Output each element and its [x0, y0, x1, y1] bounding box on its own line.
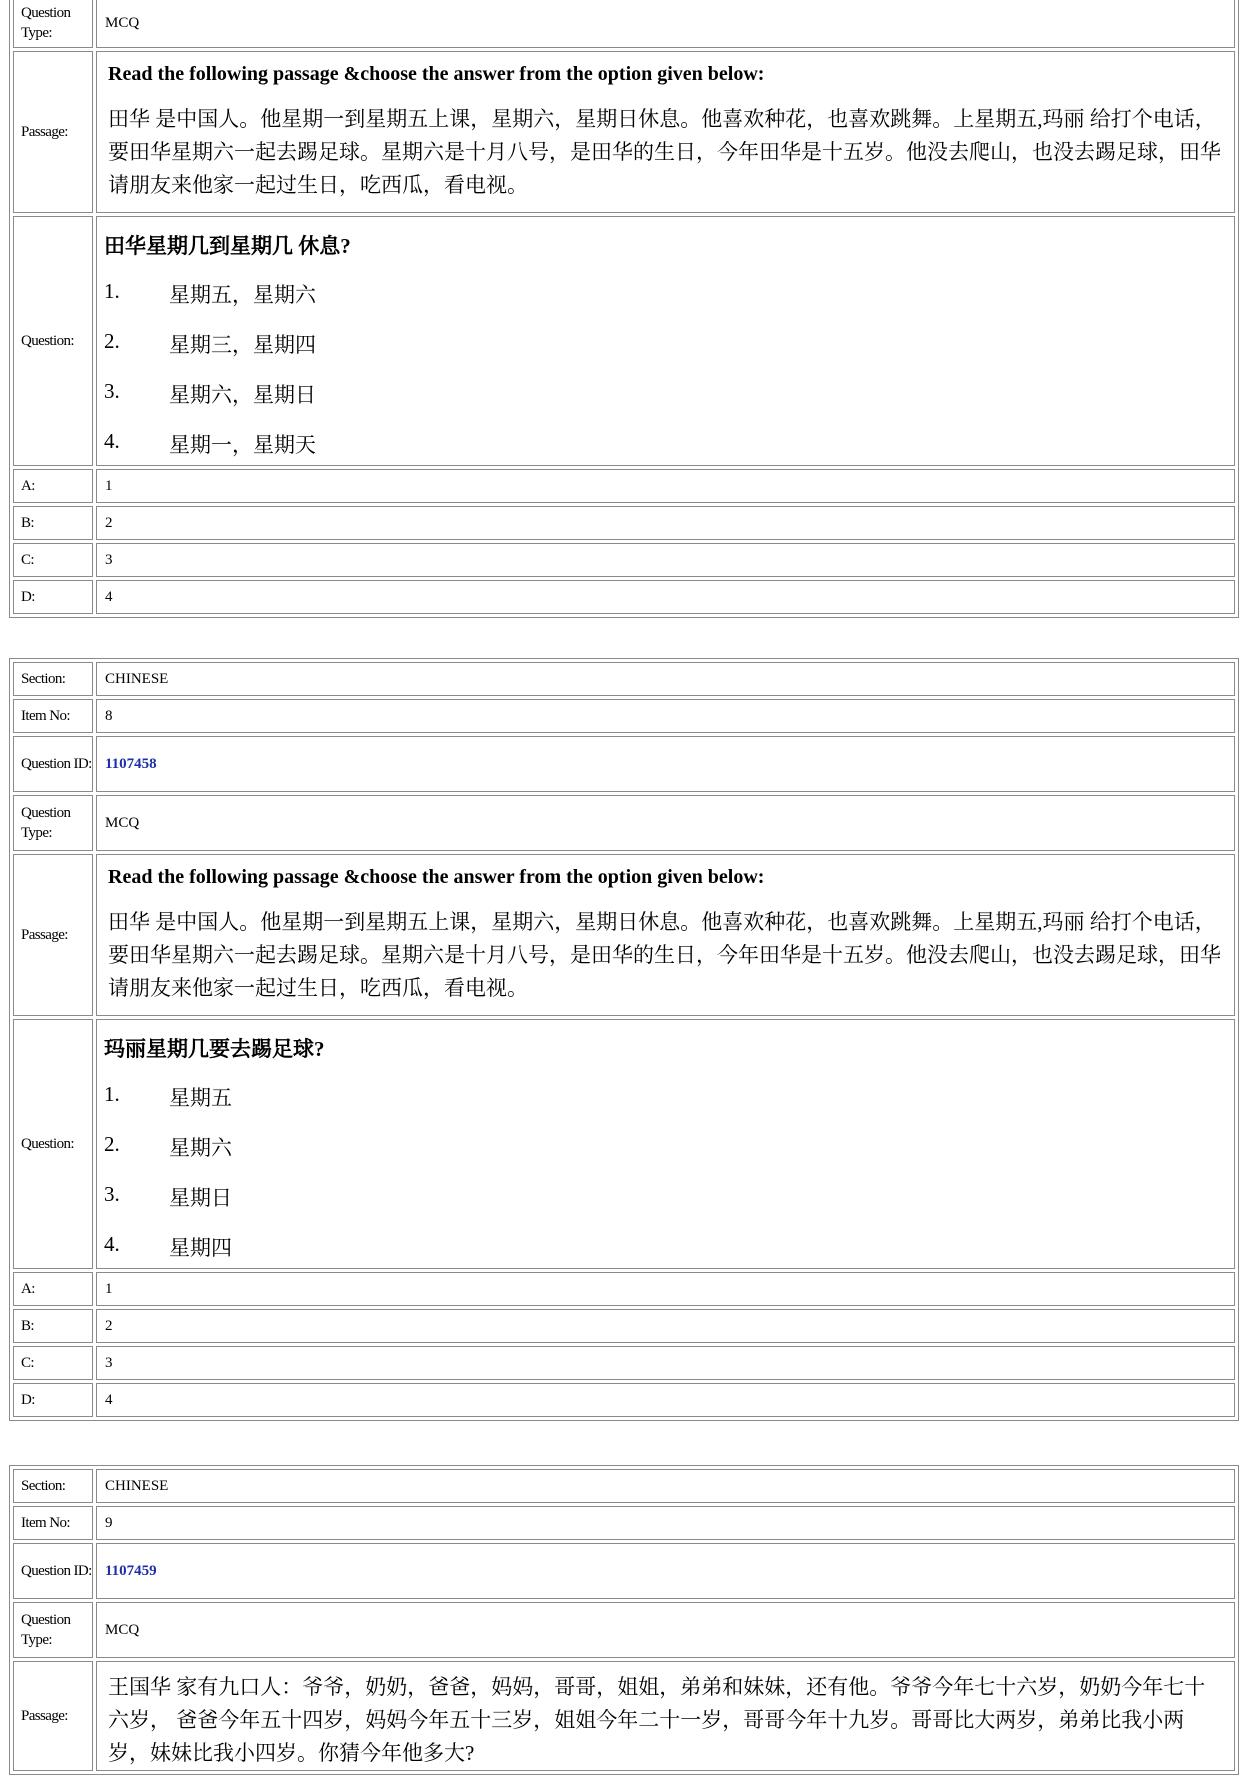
question-id-value: [96, 736, 1235, 792]
answer-b-value: 2: [96, 506, 1235, 540]
answer-c-label: C:: [13, 1346, 93, 1380]
question-cell: [96, 1019, 1235, 1269]
question-block-3: [9, 1465, 1239, 1775]
question-type-label: Question Type:: [13, 0, 93, 48]
answer-b-label: B:: [13, 1309, 93, 1343]
question-type-label: Question Type:: [13, 1602, 93, 1658]
item-no-value: 9: [96, 1506, 1235, 1540]
passage-text: 王国华 家有九口人：爷爷，奶奶，爸爸，妈妈，哥哥，姐姐，弟弟和妹妹，还有他。爷爷今年七十六岁，奶奶今年七十六岁， 爸爸今年五十四岁，妈妈今年五十三岁，姐姐今年二十一岁，哥哥今年十九岁。哥哥比大两岁，弟弟比我小两岁，妹妹比我小四岁。你猜今年他多大?: [108, 1675, 1206, 1765]
question-id-label: Question ID:: [13, 1543, 93, 1599]
answer-c-value: 3: [96, 543, 1235, 577]
answer-b-label: B:: [13, 506, 93, 540]
passage-label: Passage:: [13, 51, 93, 213]
passage-label: Passage:: [13, 1661, 93, 1771]
option-3: 3. 星期日: [104, 1181, 232, 1210]
question-text: 田华星期几到星期几 休息?: [104, 233, 351, 258]
section-value: CHINESE: [96, 662, 1235, 696]
passage-cell: [96, 51, 1235, 213]
question-block-1: [9, 0, 1239, 618]
answer-d-label: D:: [13, 580, 93, 614]
item-no-label: Item No:: [13, 699, 93, 733]
question-label: Question:: [13, 216, 93, 466]
option-2: 2. 星期六: [104, 1131, 232, 1160]
answer-b-value: 2: [96, 1309, 1235, 1343]
answer-a-value: 1: [96, 469, 1235, 503]
passage-cell: [96, 854, 1235, 1016]
option-1: 1. 星期五，星期六: [104, 278, 316, 307]
question-text: 玛丽星期几要去踢足球?: [104, 1036, 325, 1061]
question-id-link[interactable]: 1107458: [105, 755, 157, 772]
question-cell: [96, 216, 1235, 466]
question-block-2: [9, 658, 1239, 1421]
passage-heading: Read the following passage &choose the answer from the option given below:: [108, 865, 765, 888]
question-type-value: MCQ: [96, 0, 1235, 48]
passage-text: 田华 是中国人。他星期一到星期五上课，星期六，星期日休息。他喜欢种花，也喜欢跳舞。上星期五,玛丽 给打个电话，要田华星期六一起去踢足球。星期六是十月八号，是田华的生日，今年田华是十五岁。他没去爬山，也没去踢足球，田华请朋友来他家一起过生日，吃西瓜，看电视。: [108, 106, 1221, 197]
answer-a-value: 1: [96, 1272, 1235, 1306]
question-id-label: Question ID:: [13, 736, 93, 792]
option-3: 3. 星期六，星期日: [104, 378, 316, 407]
answer-c-label: C:: [13, 543, 93, 577]
question-id-link[interactable]: 1107459: [105, 1562, 157, 1579]
section-label: Section:: [13, 662, 93, 696]
option-4: 4. 星期四: [104, 1231, 232, 1260]
passage-heading: Read the following passage &choose the answer from the option given below:: [108, 62, 765, 85]
question-label: Question:: [13, 1019, 93, 1269]
section-value: CHINESE: [96, 1469, 1235, 1503]
question-type-label: Question Type:: [13, 795, 93, 851]
answer-a-label: A:: [13, 1272, 93, 1306]
answer-a-label: A:: [13, 469, 93, 503]
question-type-value: MCQ: [96, 795, 1235, 851]
question-id-value: [96, 1543, 1235, 1599]
answer-c-value: 3: [96, 1346, 1235, 1380]
item-no-value: 8: [96, 699, 1235, 733]
item-no-label: Item No:: [13, 1506, 93, 1540]
answer-d-value: 4: [96, 1383, 1235, 1417]
option-1: 1. 星期五: [104, 1081, 232, 1110]
option-2: 2. 星期三，星期四: [104, 328, 316, 357]
answer-d-label: D:: [13, 1383, 93, 1417]
passage-text: 田华 是中国人。他星期一到星期五上课，星期六，星期日休息。他喜欢种花，也喜欢跳舞。上星期五,玛丽 给打个电话，要田华星期六一起去踢足球。星期六是十月八号，是田华的生日，今年田华是十五岁。他没去爬山，也没去踢足球，田华请朋友来他家一起过生日，吃西瓜，看电视。: [108, 909, 1221, 1000]
section-label: Section:: [13, 1469, 93, 1503]
answer-d-value: 4: [96, 580, 1235, 614]
question-type-value: MCQ: [96, 1602, 1235, 1658]
option-4: 4. 星期一，星期天: [104, 428, 316, 457]
passage-label: Passage:: [13, 854, 93, 1016]
